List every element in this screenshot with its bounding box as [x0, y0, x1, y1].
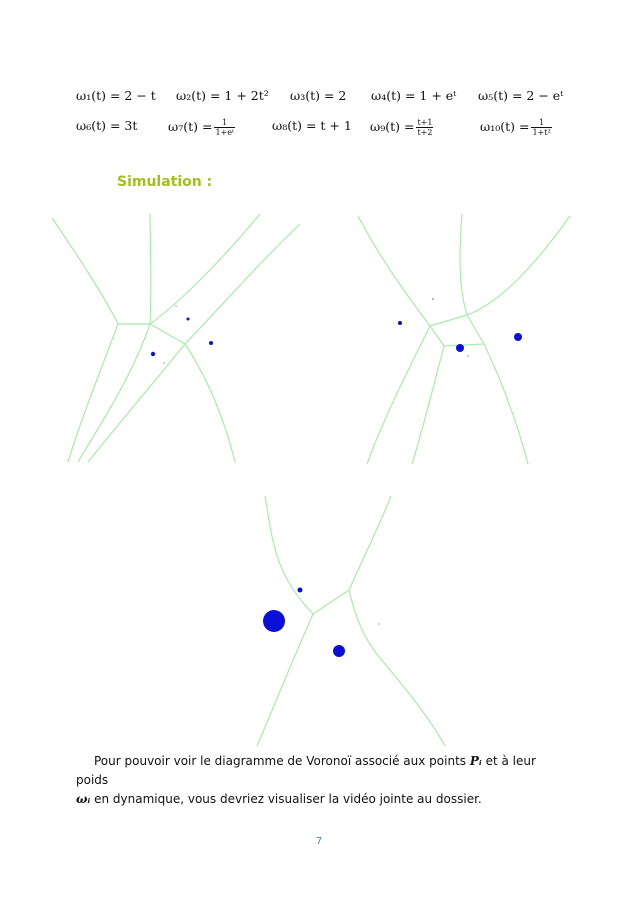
weighted-point [398, 321, 402, 325]
voronoi-edges [257, 496, 445, 746]
paragraph-line-2 [76, 792, 482, 806]
formula-omega-3: ω₃(t) = 2 [290, 88, 347, 103]
voronoi-edges [358, 214, 570, 464]
fraction [214, 118, 235, 137]
fraction-denominator: 1+t² [532, 128, 551, 137]
fraction-numerator: t+1 [417, 118, 433, 127]
paragraph-text: et à leur poids [76, 754, 536, 787]
formula-omega-7-lhs: ω₇(t) = [168, 119, 213, 134]
description-paragraph [76, 752, 566, 809]
weighted-point [163, 362, 164, 363]
formula-omega-10 [480, 118, 552, 137]
formula-omega-4: ω₄(t) = 1 + eᵗ [371, 88, 457, 103]
voronoi-diagram-2 [352, 212, 574, 464]
fraction-numerator: 1 [531, 118, 551, 128]
formula-omega-9-lhs: ω₉(t) = [370, 119, 415, 134]
weighted-point [514, 333, 522, 341]
formula-omega-8: ω₈(t) = t + 1 [272, 118, 352, 133]
fraction-numerator: 1 [214, 118, 235, 128]
formula-omega-6: ω₆(t) = 3t [76, 118, 138, 133]
weighted-point [456, 344, 464, 352]
formula-row-1 [0, 88, 638, 110]
points-symbol: Pᵢ [469, 754, 482, 768]
weighted-point [175, 305, 176, 306]
weighted-point [467, 355, 468, 356]
paragraph-line-1 [76, 752, 566, 790]
weighted-point [432, 298, 434, 300]
weighted-point [298, 588, 303, 593]
voronoi-diagram-3 [245, 494, 455, 746]
formula-omega-9 [370, 118, 433, 137]
weighted-point [187, 318, 190, 321]
formula-omega-2: ω₂(t) = 1 + 2t² [176, 88, 269, 103]
weighted-point [333, 645, 345, 657]
simulation-heading: Simulation : [117, 174, 213, 190]
voronoi-edges [52, 214, 300, 462]
voronoi-diagram-1 [50, 212, 304, 464]
weighted-point [151, 352, 155, 356]
formula-omega-10-lhs: ω₁₀(t) = [480, 119, 530, 134]
fraction [416, 118, 433, 137]
paragraph-text: Pour pouvoir voir le diagramme de Voronoï associé aux points [94, 754, 470, 768]
page-number: 7 [315, 836, 323, 847]
fraction-denominator: t+2 [417, 128, 433, 137]
fraction-denominator: 1+eᵗ [215, 128, 234, 137]
weights-symbol: ωᵢ [76, 792, 91, 806]
weighted-point [263, 610, 285, 632]
paragraph-text: en dynamique, vous devriez visualiser la vidéo jointe au dossier. [90, 792, 482, 806]
formula-omega-7 [168, 118, 235, 137]
formula-row-2 [0, 118, 638, 140]
formula-omega-1: ω₁(t) = 2 − t [76, 88, 156, 103]
weighted-point [209, 341, 213, 345]
weighted-point [378, 623, 379, 624]
fraction [531, 118, 551, 137]
formula-omega-5: ω₅(t) = 2 − eᵗ [478, 88, 564, 103]
